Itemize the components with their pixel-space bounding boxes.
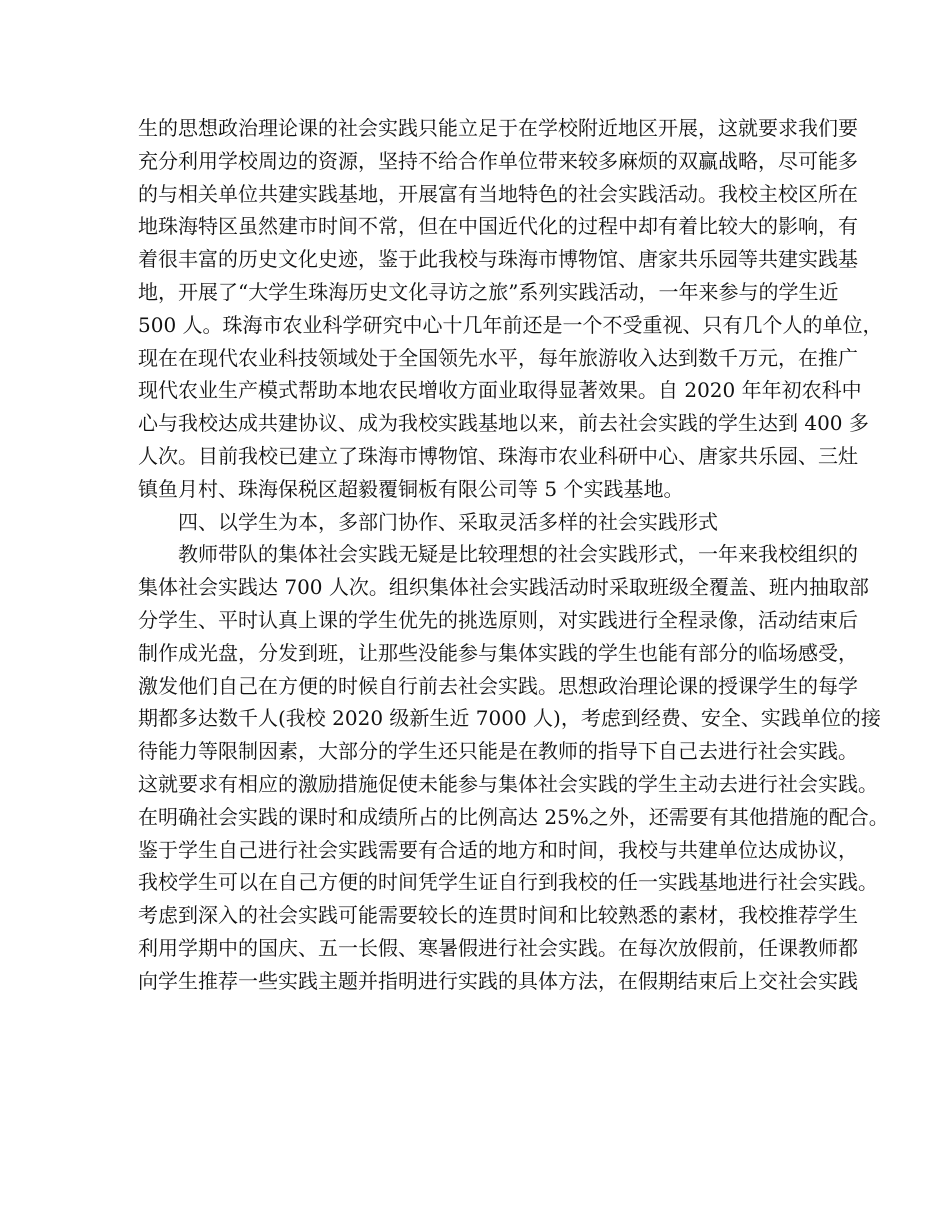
text-line: 待能力等限制因素，大部分的学生还只能是在教师的指导下自己去进行社会实践。 bbox=[138, 739, 858, 764]
text-line: 考虑到深入的社会实践可能需要较长的连贯时间和比较熟悉的素材，我校推荐学生 bbox=[138, 903, 858, 928]
text-line: 500 人。珠海市农业科学研究中心十几年前还是一个不受重视、只有几个人的单位， bbox=[138, 312, 883, 337]
text-line: 期都多达数千人(我校 2020 级新生近 7000 人)，考虑到经费、安全、实践单位的接 bbox=[138, 706, 881, 731]
text-line: 制作成光盘，分发到班，让那些没能参与集体实践的学生也能有部分的临场感受， bbox=[138, 640, 858, 665]
text-line: 激发他们自己在方便的时候自行前去社会实践。思想政治理论课的授课学生的每学 bbox=[138, 673, 858, 698]
text-line: 着很丰富的历史文化史迹，鉴于此我校与珠海市博物馆、唐家共乐园等共建实践基 bbox=[138, 247, 858, 272]
text-line: 教师带队的集体社会实践无疑是比较理想的社会实践形式，一年来我校组织的 bbox=[178, 542, 858, 567]
text-line: 四、以学生为本，多部门协作、采取灵活多样的社会实践形式 bbox=[178, 509, 718, 534]
paragraph bbox=[138, 538, 889, 997]
text-line: 生的思想政治理论课的社会实践只能立足于在学校附近地区开展，这就要求我们要 bbox=[138, 116, 858, 140]
text-line: 我校学生可以在自己方便的时间凭学生证自行到我校的任一实践基地进行社会实践。 bbox=[138, 870, 878, 895]
document-body bbox=[138, 112, 889, 998]
text-line: 这就要求有相应的激励措施促使未能参与集体社会实践的学生主动去进行社会实践。 bbox=[138, 771, 878, 796]
text-line: 地，开展了“大学生珠海历史文化寻访之旅”系列实践活动，一年来参与的学生近 bbox=[138, 279, 839, 304]
text-line: 现在在现代农业科技领域处于全国领先水平，每年旅游收入达到数千万元，在推广 bbox=[138, 345, 858, 370]
text-line: 集体社会实践达 700 人次。组织集体社会实践活动时采取班级全覆盖、班内抽取部 bbox=[138, 575, 869, 600]
text-line: 向学生推荐一些实践主题并指明进行实践的具体方法，在假期结束后上交社会实践 bbox=[138, 968, 858, 993]
text-line: 分学生、平时认真上课的学生优先的挑选原则，对实践进行全程录像，活动结束后 bbox=[138, 607, 858, 632]
text-line: 人次。目前我校已建立了珠海市博物馆、珠海市农业科研中心、唐家共乐园、三灶 bbox=[138, 443, 858, 468]
section-heading bbox=[138, 506, 828, 539]
text-line: 现代农业生产模式帮助本地农民增收方面业取得显著效果。自 2020 年年初农科中 bbox=[138, 378, 862, 403]
text-line: 心与我校达成共建协议、成为我校实践基地以来，前去社会实践的学生达到 400 多 bbox=[138, 411, 869, 436]
text-line: 在明确社会实践的课时和成绩所占的比例高达 25%之外，还需要有其他措施的配合。 bbox=[138, 804, 889, 829]
text-line: 充分利用学校周边的资源，坚持不给合作单位带来较多麻烦的双赢战略，尽可能多 bbox=[138, 148, 858, 173]
text-line: 利用学期中的国庆、五一长假、寒暑假进行社会实践。在每次放假前，任课教师都 bbox=[138, 935, 858, 960]
text-line: 地珠海特区虽然建市时间不常，但在中国近代化的过程中却有着比较大的影响，有 bbox=[138, 214, 858, 239]
text-line: 的与相关单位共建实践基地，开展富有当地特色的社会实践活动。我校主校区所在 bbox=[138, 181, 858, 206]
text-line: 鉴于学生自己进行社会实践需要有合适的地方和时间，我校与共建单位达成协议， bbox=[138, 837, 858, 862]
text-line: 镇鱼月村、珠海保税区超毅覆铜板有限公司等 5 个实践基地。 bbox=[138, 476, 684, 501]
paragraph bbox=[138, 112, 883, 506]
